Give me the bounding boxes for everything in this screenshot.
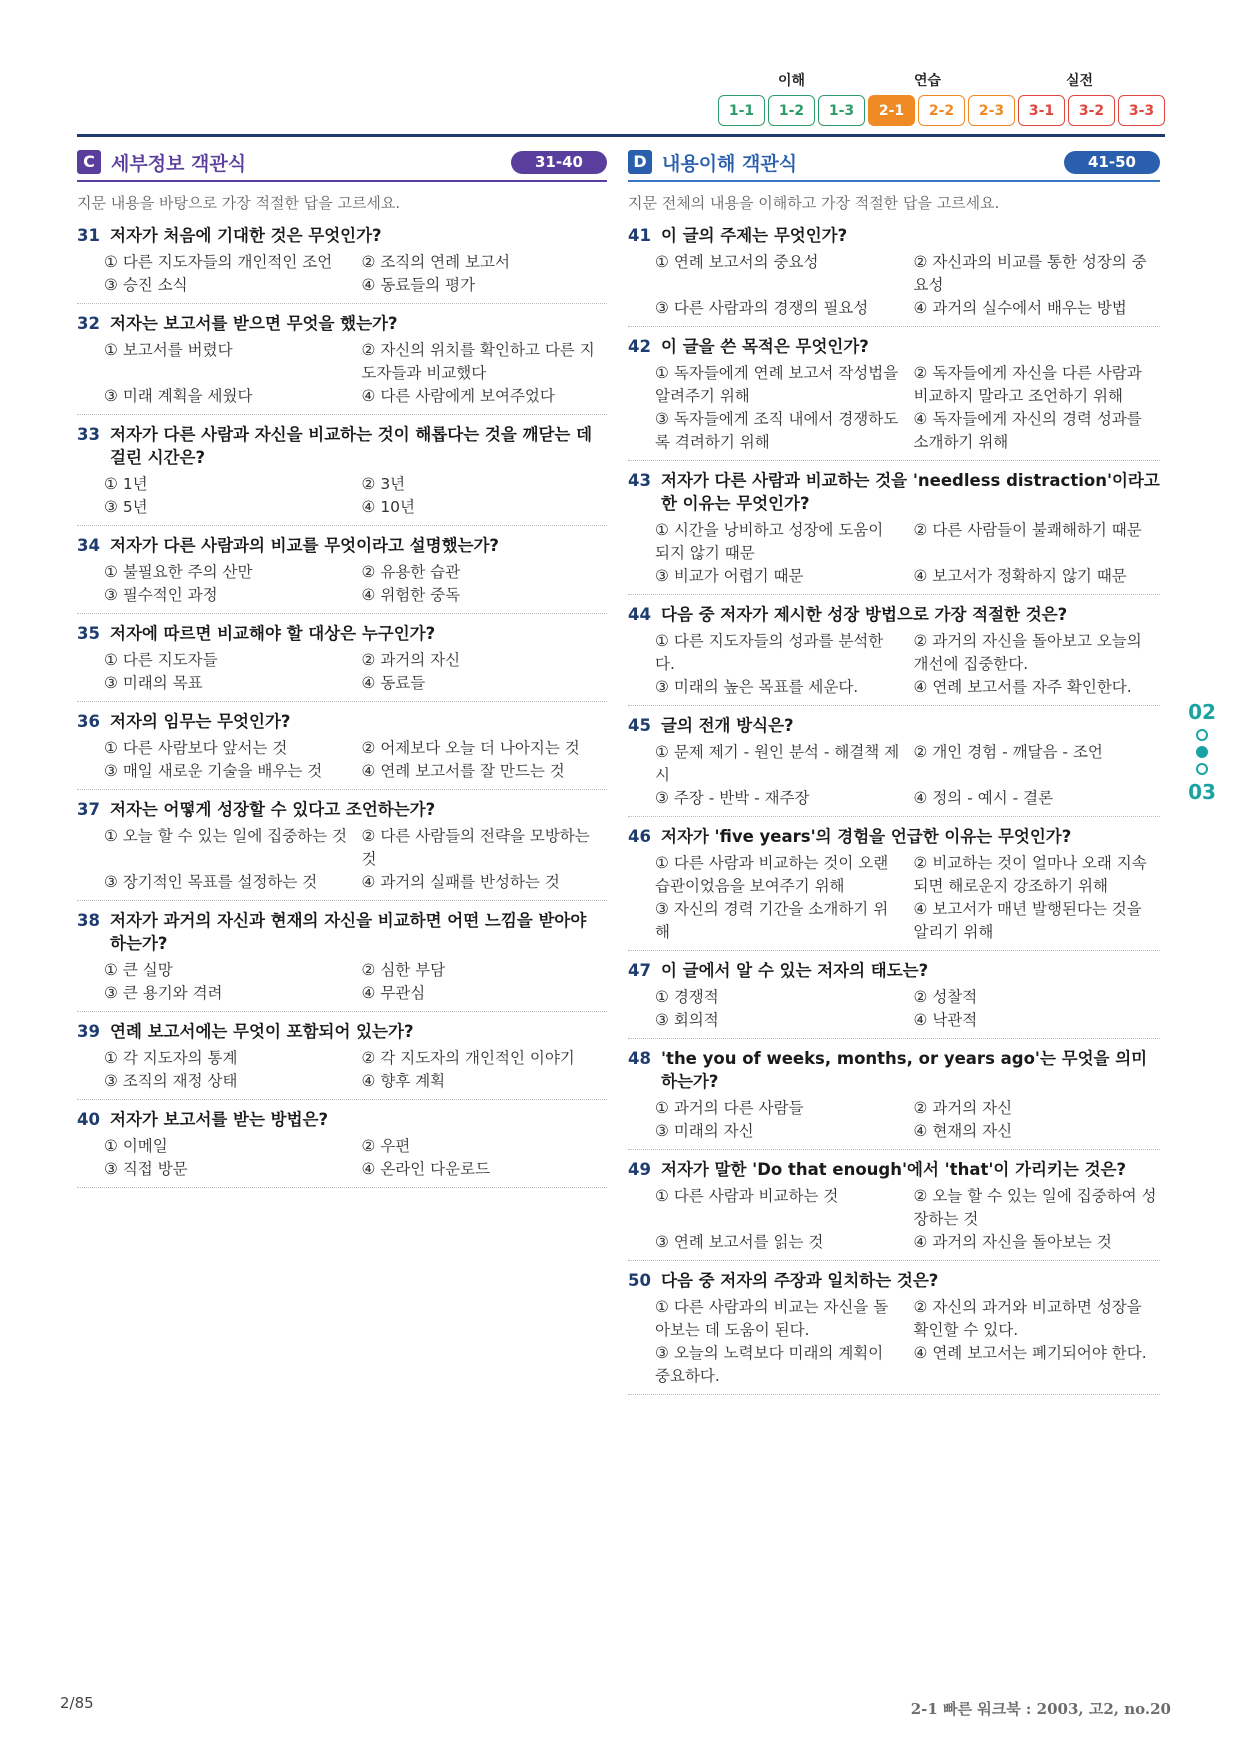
level-label-understand: 이해	[778, 73, 806, 89]
answer-option[interactable]: ③ 5년	[104, 498, 148, 516]
answer-option[interactable]: ② 독자들에게 자신을 다른 사람과 비교하지 말라고 조언하기 위해	[913, 364, 1142, 405]
answer-option[interactable]: ③ 주장 - 반박 - 재주장	[655, 789, 810, 807]
answer-option[interactable]: ③ 조직의 재정 상태	[104, 1072, 238, 1090]
section-range-badge: 31-40	[511, 151, 607, 174]
answer-option[interactable]: ② 오늘 할 수 있는 일에 집중하여 성장하는 것	[913, 1187, 1157, 1228]
question-number: 40	[77, 1110, 100, 1129]
level-label-actual: 실전	[1066, 73, 1094, 89]
question-text: 저자가 보고서를 받는 방법은?	[110, 1110, 329, 1129]
section-title: 세부정보 객관식	[111, 153, 247, 175]
answer-option[interactable]: ② 다른 사람들의 전략을 모방하는 것	[361, 827, 590, 868]
answer-option[interactable]: ① 오늘 할 수 있는 일에 집중하는 것	[104, 827, 348, 845]
question-text: 저자가 다른 사람과 비교하는 것을 'needless distraction'이라고 한 이유는 무엇인가?	[661, 471, 1160, 513]
question-item	[77, 798, 607, 901]
question-number: 32	[77, 314, 100, 333]
question-number: 38	[77, 911, 100, 930]
answer-options	[77, 251, 607, 297]
question-item	[77, 710, 607, 790]
question-item	[77, 622, 607, 702]
question-item	[628, 224, 1160, 327]
answer-options	[77, 561, 607, 607]
question-heading	[628, 469, 1160, 515]
answer-options	[628, 1097, 1160, 1143]
question-text: 저자가 다른 사람과 자신을 비교하는 것이 해롭다는 것을 깨닫는 데 걸린 시간은?	[110, 425, 593, 467]
question-number: 43	[628, 471, 651, 490]
answer-option[interactable]: ② 3년	[361, 475, 406, 493]
answer-options	[77, 473, 607, 519]
level-selector	[718, 70, 1166, 130]
page-number: 2/85	[60, 1694, 94, 1712]
progress-dot-icon	[1196, 729, 1208, 741]
answer-option[interactable]: ② 과거의 자신을 돌아보고 오늘의 개선에 집중한다.	[913, 632, 1142, 673]
question-text: 저자가 다른 사람과의 비교를 무엇이라고 설명했는가?	[110, 536, 499, 555]
question-number: 37	[77, 800, 100, 819]
progress-dot-icon	[1196, 763, 1208, 775]
answer-option[interactable]: ③ 자신의 경력 기간을 소개하기 위해	[655, 900, 889, 941]
question-item	[628, 714, 1160, 817]
answer-option[interactable]: ① 다른 지도자들의 개인적인 조언	[104, 253, 333, 271]
answer-option[interactable]: ② 어제보다 오늘 더 나아지는 것	[361, 739, 580, 757]
answer-option[interactable]: ① 다른 지도자들	[104, 651, 218, 669]
question-text: 이 글의 주제는 무엇인가?	[661, 226, 848, 245]
answer-option[interactable]: ① 다른 사람과의 비교는 자신을 돌아보는 데 도움이 된다.	[655, 1298, 889, 1339]
answer-option[interactable]: ④ 향후 계획	[361, 1072, 446, 1090]
section-instruction: 지문 전체의 내용을 이해하고 가장 적절한 답을 고르세요.	[628, 194, 1000, 212]
answer-option[interactable]: ① 연례 보고서의 중요성	[655, 253, 819, 271]
answer-options	[628, 251, 1160, 320]
level-tab-3-1[interactable]: 3-1	[1018, 95, 1065, 126]
answer-option[interactable]: ④ 독자들에게 자신의 경력 성과를 소개하기 위해	[913, 410, 1142, 451]
question-item	[77, 1020, 607, 1100]
section-d-header	[628, 146, 1160, 182]
level-tab-2-1[interactable]: 2-1	[868, 95, 915, 126]
answer-option[interactable]: ④ 무관심	[361, 984, 426, 1002]
question-item	[628, 1158, 1160, 1261]
answer-option[interactable]: ③ 비교가 어렵기 때문	[655, 567, 804, 585]
answer-option[interactable]: ③ 회의적	[655, 1011, 719, 1029]
question-item	[77, 1108, 607, 1188]
question-text: 저자는 보고서를 받으면 무엇을 했는가?	[110, 314, 398, 333]
question-text: 저자의 임무는 무엇인가?	[110, 712, 291, 731]
section-badge: C	[77, 150, 101, 174]
answer-option[interactable]: ③ 독자들에게 조직 내에서 경쟁하도록 격려하기 위해	[655, 410, 899, 451]
answer-option[interactable]: ② 과거의 자신	[361, 651, 461, 669]
section-range-badge: 41-50	[1064, 151, 1160, 174]
answer-option[interactable]: ② 심한 부담	[361, 961, 446, 979]
section-instruction: 지문 내용을 바탕으로 가장 적절한 답을 고르세요.	[77, 194, 401, 212]
answer-option[interactable]: ④ 정의 - 예시 - 결론	[913, 789, 1054, 807]
answer-options	[628, 852, 1160, 944]
question-heading	[77, 423, 607, 469]
answer-option[interactable]: ④ 연례 보고서를 자주 확인한다.	[913, 678, 1132, 696]
question-list	[77, 224, 607, 1188]
answer-option[interactable]: ① 이메일	[104, 1137, 168, 1155]
answer-option[interactable]: ① 독자들에게 연례 보고서 작성법을 알려주기 위해	[655, 364, 899, 405]
answer-option[interactable]: ② 조직의 연례 보고서	[361, 253, 510, 271]
level-tab-3-3[interactable]: 3-3	[1118, 95, 1165, 126]
question-text: 다음 중 저자가 제시한 성장 방법으로 가장 적절한 것은?	[661, 605, 1068, 624]
question-number: 31	[77, 226, 100, 245]
question-text: 저자가 과거의 자신과 현재의 자신을 비교하면 어떤 느낌을 받아야 하는가?	[110, 911, 587, 953]
answer-option[interactable]: ④ 연례 보고서를 잘 만드는 것	[361, 762, 565, 780]
question-heading	[77, 909, 607, 955]
answer-option[interactable]: ④ 과거의 실패를 반성하는 것	[361, 873, 560, 891]
answer-options	[77, 1047, 607, 1093]
question-number: 39	[77, 1022, 100, 1041]
question-text: 다음 중 저자의 주장과 일치하는 것은?	[661, 1271, 939, 1290]
question-heading	[628, 603, 1160, 626]
answer-option[interactable]: ① 큰 실망	[104, 961, 173, 979]
answer-option[interactable]: ③ 직접 방문	[104, 1160, 188, 1178]
answer-options	[77, 825, 607, 894]
question-number: 41	[628, 226, 651, 245]
answer-option[interactable]: ④ 과거의 자신을 돌아보는 것	[913, 1233, 1112, 1251]
answer-options	[628, 362, 1160, 454]
footer-title: 2-1 빠른 워크북 : 2003, 고2, no.20	[910, 1700, 1171, 1718]
answer-option[interactable]: ③ 다른 사람과의 경쟁의 필요성	[655, 299, 869, 317]
question-item	[77, 909, 607, 1012]
question-heading	[77, 312, 607, 335]
question-heading	[628, 825, 1160, 848]
level-tab-1-2[interactable]: 1-2	[768, 95, 815, 126]
answer-options	[628, 1296, 1160, 1388]
answer-option[interactable]: ③ 승진 소식	[104, 276, 188, 294]
question-number: 49	[628, 1160, 651, 1179]
answer-option[interactable]: ② 과거의 자신	[913, 1099, 1013, 1117]
question-text: 글의 전개 방식은?	[661, 716, 794, 735]
answer-option[interactable]: ④ 10년	[361, 498, 416, 516]
question-number: 46	[628, 827, 651, 846]
answer-option[interactable]: ③ 큰 용기와 격려	[104, 984, 223, 1002]
question-number: 47	[628, 961, 651, 980]
answer-option[interactable]: ② 성찰적	[913, 988, 978, 1006]
answer-option[interactable]: ① 다른 사람과 비교하는 것이 오랜 습관이었음을 보여주기 위해	[655, 854, 889, 895]
answer-options	[77, 959, 607, 1005]
question-item	[628, 469, 1160, 595]
answer-options	[77, 649, 607, 695]
level-labels	[718, 70, 1166, 90]
answer-option[interactable]: ① 다른 사람보다 앞서는 것	[104, 739, 288, 757]
question-number: 45	[628, 716, 651, 735]
question-text: 저자에 따르면 비교해야 할 대상은 누구인가?	[110, 624, 436, 643]
question-text: 저자가 'five years'의 경험을 언급한 이유는 무엇인가?	[661, 827, 1072, 846]
answer-option[interactable]: ③ 매일 새로운 기술을 배우는 것	[104, 762, 323, 780]
question-heading	[628, 335, 1160, 358]
answer-options	[628, 1185, 1160, 1254]
answer-option[interactable]: ② 개인 경험 - 깨달음 - 조언	[913, 743, 1103, 761]
question-number: 33	[77, 425, 100, 444]
answer-option[interactable]: ③ 미래의 높은 목표를 세운다.	[655, 678, 859, 696]
question-text: 저자는 어떻게 성장할 수 있다고 조언하는가?	[110, 800, 436, 819]
unit-start-number: 02	[1188, 700, 1216, 724]
section-c-header	[77, 146, 607, 182]
answer-option[interactable]: ④ 동료들의 평가	[361, 276, 476, 294]
question-item	[628, 603, 1160, 706]
question-number: 34	[77, 536, 100, 555]
answer-option[interactable]: ① 보고서를 버렸다	[104, 341, 233, 359]
question-item	[628, 959, 1160, 1039]
question-heading	[77, 224, 607, 247]
level-label-practice: 연습	[914, 73, 942, 89]
question-text: 이 글에서 알 수 있는 저자의 태도는?	[661, 961, 929, 980]
question-number: 44	[628, 605, 651, 624]
answer-option[interactable]: ③ 필수적인 과정	[104, 586, 218, 604]
question-heading	[628, 1269, 1160, 1292]
answer-option[interactable]: ③ 장기적인 목표를 설정하는 것	[104, 873, 318, 891]
question-heading	[628, 714, 1160, 737]
answer-option[interactable]: ④ 낙관적	[913, 1011, 978, 1029]
question-item	[628, 335, 1160, 461]
answer-options	[628, 986, 1160, 1032]
answer-option[interactable]: ④ 보고서가 매년 발행된다는 것을 알리기 위해	[913, 900, 1142, 941]
answer-option[interactable]: ④ 과거의 실수에서 배우는 방법	[913, 299, 1127, 317]
question-heading	[628, 1158, 1160, 1181]
question-item	[628, 1269, 1160, 1395]
answer-option[interactable]: ③ 연례 보고서를 읽는 것	[655, 1233, 824, 1251]
level-tab-3-2[interactable]: 3-2	[1068, 95, 1115, 126]
answer-option[interactable]: ① 각 지도자의 통계	[104, 1049, 238, 1067]
section-d	[628, 146, 1160, 1403]
answer-options	[628, 741, 1160, 810]
answer-option[interactable]: ④ 다른 사람에게 보여주었다	[361, 387, 555, 405]
question-item	[628, 1047, 1160, 1150]
question-item	[77, 312, 607, 415]
answer-option[interactable]: ④ 동료들	[361, 674, 426, 692]
answer-option[interactable]: ② 자신의 과거와 비교하면 성장을 확인할 수 있다.	[913, 1298, 1142, 1339]
answer-option[interactable]: ③ 미래의 목표	[104, 674, 203, 692]
question-heading	[77, 710, 607, 733]
progress-dot-current-icon	[1196, 746, 1208, 758]
answer-options	[628, 630, 1160, 699]
answer-option[interactable]: ③ 오늘의 노력보다 미래의 계획이 중요하다.	[655, 1344, 884, 1385]
answer-option[interactable]: ② 각 지도자의 개인적인 이야기	[361, 1049, 575, 1067]
answer-option[interactable]: ② 자신과의 비교를 통한 성장의 중요성	[913, 253, 1147, 294]
answer-option[interactable]: ④ 보고서가 정확하지 않기 때문	[913, 567, 1127, 585]
answer-option[interactable]: ① 다른 사람과 비교하는 것	[655, 1187, 839, 1205]
unit-end-number: 03	[1188, 780, 1216, 804]
answer-option[interactable]: ④ 현재의 자신	[913, 1122, 1013, 1140]
answer-option[interactable]: ② 비교하는 것이 얼마나 오래 지속되면 해로운지 강조하기 위해	[913, 854, 1147, 895]
question-text: 'the you of weeks, months, or years ago'는 무엇을 의미하는가?	[661, 1049, 1148, 1091]
answer-option[interactable]: ④ 위험한 중독	[361, 586, 461, 604]
answer-option[interactable]: ① 1년	[104, 475, 148, 493]
level-tabs	[718, 95, 1168, 126]
question-heading	[628, 1047, 1160, 1093]
answer-option[interactable]: ④ 연례 보고서는 폐기되어야 한다.	[913, 1344, 1147, 1362]
answer-option[interactable]: ② 다른 사람들이 불쾌해하기 때문	[913, 521, 1142, 539]
question-item	[77, 423, 607, 526]
question-number: 42	[628, 337, 651, 356]
question-number: 50	[628, 1271, 651, 1290]
level-tab-1-3[interactable]: 1-3	[818, 95, 865, 126]
question-item	[77, 224, 607, 304]
level-tab-1-1[interactable]: 1-1	[718, 95, 765, 126]
answer-option[interactable]: ① 다른 지도자들의 성과를 분석한다.	[655, 632, 884, 673]
question-list	[628, 224, 1160, 1395]
question-number: 36	[77, 712, 100, 731]
answer-option[interactable]: ① 경쟁적	[655, 988, 719, 1006]
level-tab-2-3[interactable]: 2-3	[968, 95, 1015, 126]
level-tab-2-2[interactable]: 2-2	[918, 95, 965, 126]
question-text: 저자가 말한 'Do that enough'에서 'that'이 가리키는 것은?	[661, 1160, 1127, 1179]
question-item	[77, 534, 607, 614]
answer-option[interactable]: ① 불필요한 주의 산만	[104, 563, 253, 581]
question-heading	[77, 798, 607, 821]
answer-option[interactable]: ② 자신의 위치를 확인하고 다른 지도자들과 비교했다	[361, 341, 595, 382]
answer-option[interactable]: ③ 미래의 자신	[655, 1122, 754, 1140]
question-number: 48	[628, 1049, 651, 1068]
question-heading	[77, 1020, 607, 1043]
answer-option[interactable]: ② 유용한 습관	[361, 563, 461, 581]
answer-options	[628, 519, 1160, 588]
unit-indicator	[1180, 700, 1224, 804]
answer-option[interactable]: ② 우편	[361, 1137, 411, 1155]
question-heading	[77, 1108, 607, 1131]
answer-options	[77, 737, 607, 783]
question-heading	[628, 959, 1160, 982]
question-item	[628, 825, 1160, 951]
question-text: 저자가 처음에 기대한 것은 무엇인가?	[110, 226, 382, 245]
question-heading	[628, 224, 1160, 247]
section-badge: D	[628, 150, 652, 174]
question-heading	[77, 534, 607, 557]
header-divider	[77, 134, 1165, 137]
answer-option[interactable]: ① 시간을 낭비하고 성장에 도움이 되지 않기 때문	[655, 521, 884, 562]
answer-option[interactable]: ① 과거의 다른 사람들	[655, 1099, 804, 1117]
section-title: 내용이해 객관식	[662, 153, 798, 175]
section-c	[77, 146, 607, 1196]
answer-option[interactable]: ③ 미래 계획을 세웠다	[104, 387, 253, 405]
question-text: 연례 보고서에는 무엇이 포함되어 있는가?	[110, 1022, 414, 1041]
answer-options	[77, 1135, 607, 1181]
question-number: 35	[77, 624, 100, 643]
question-text: 이 글을 쓴 목적은 무엇인가?	[661, 337, 869, 356]
answer-option[interactable]: ④ 온라인 다운로드	[361, 1160, 491, 1178]
question-heading	[77, 622, 607, 645]
answer-options	[77, 339, 607, 408]
answer-option[interactable]: ① 문제 제기 - 원인 분석 - 해결책 제시	[655, 743, 900, 784]
